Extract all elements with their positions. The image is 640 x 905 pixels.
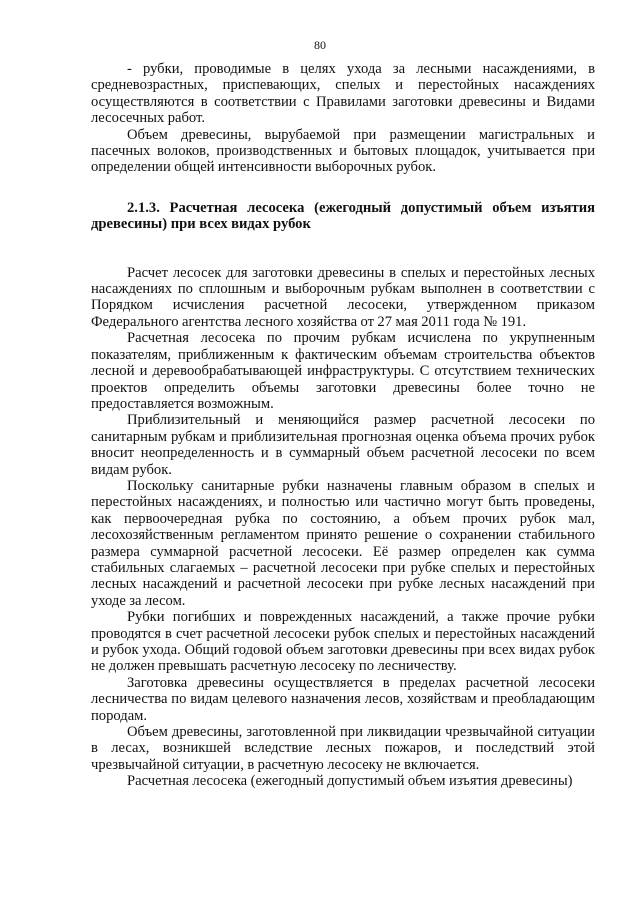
section-heading: 2.1.3. Расчетная лесосека (ежегодный допустимый объем изъятия древесины) при всех видах рубок [91,199,595,233]
paragraph: Рубки погибших и поврежденных насаждений, а также прочие рубки проводятся в счет расчетной лесосеки рубок спелых и перестойных насаждений и рубок ухода. Общий годовой объем заготовки древесины при всех видах рубок не должен превышать расчетную лесосеку по лесничеству. [91,609,595,675]
paragraph: Объем древесины, заготовленной при ликвидации чрезвычайной ситуации в лесах, возникшей вследствие лесных пожаров, и последствий этой чрезвычайной ситуации, в расчетную лесосеку не включается. [91,724,595,773]
spacer [91,176,595,200]
paragraph: Расчет лесосек для заготовки древесины в спелых и перестойных лесных насаждениях по сплошным и выборочным рубкам выполнен в соответствии с Порядком исчисления расчетной лесосеки, утвержденном приказом Федерального агентства лесного хозяйства от 27 мая 2011 года № 191. [91,264,595,330]
document-body [91,61,595,790]
paragraph: Заготовка древесины осуществляется в пределах расчетной лесосеки лесничества по видам целевого назначения лесов, хозяйствам и преобладающим породам. [91,674,595,724]
paragraph: Расчетная лесосека (ежегодный допустимый объем изъятия древесины) [127,773,573,790]
paragraph: Расчетная лесосека по прочим рубкам исчислена по укрупненным показателям, приближенным к фактическим объемам строительства объектов лесной и деревообрабатывающей инфраструктуры. С отсутствием технических проектов определить объемы заготовки древесины более точно не предоставляется возможным. [91,330,595,412]
page-number: 80 [314,38,326,52]
spacer [91,233,595,265]
paragraph: Приблизительный и меняющийся размер расчетной лесосеки по санитарным рубкам и приблизительная прогнозная оценка объема прочих рубок вносит неопределенность и в суммарный объем расчетной лесосеки по всем видам рубок. [91,412,595,478]
paragraph: Поскольку санитарные рубки назначены главным образом в спелых и перестойных насаждениях, и полностью или частично могут быть проведены, как первоочередная рубка по состоянию, а объем прочих рубок мал, лесохозяйственным регламентом принято решение о сохранении стабильного размера суммарной расчетной лесосеки. Её размер определен как сумма стабильных слагаемых – расчетной лесосеки при рубке спелых и перестойных лесных насаждений и расчетной лесосеки при рубке лесных насаждений при уходе за лесом. [91,477,595,609]
paragraph: Объем древесины, вырубаемой при размещении магистральных и пасечных волоков, производственных и бытовых площадок, учитывается при определении общей интенсивности выборочных рубок. [91,126,595,176]
paragraph: - рубки, проводимые в целях ухода за лесными насаждениями, в средневозрастных, приспевающих, спелых и перестойных насаждениях осуществляются в соответствии с Правилами заготовки древесины и Видами лесосечных работ. [91,61,595,127]
